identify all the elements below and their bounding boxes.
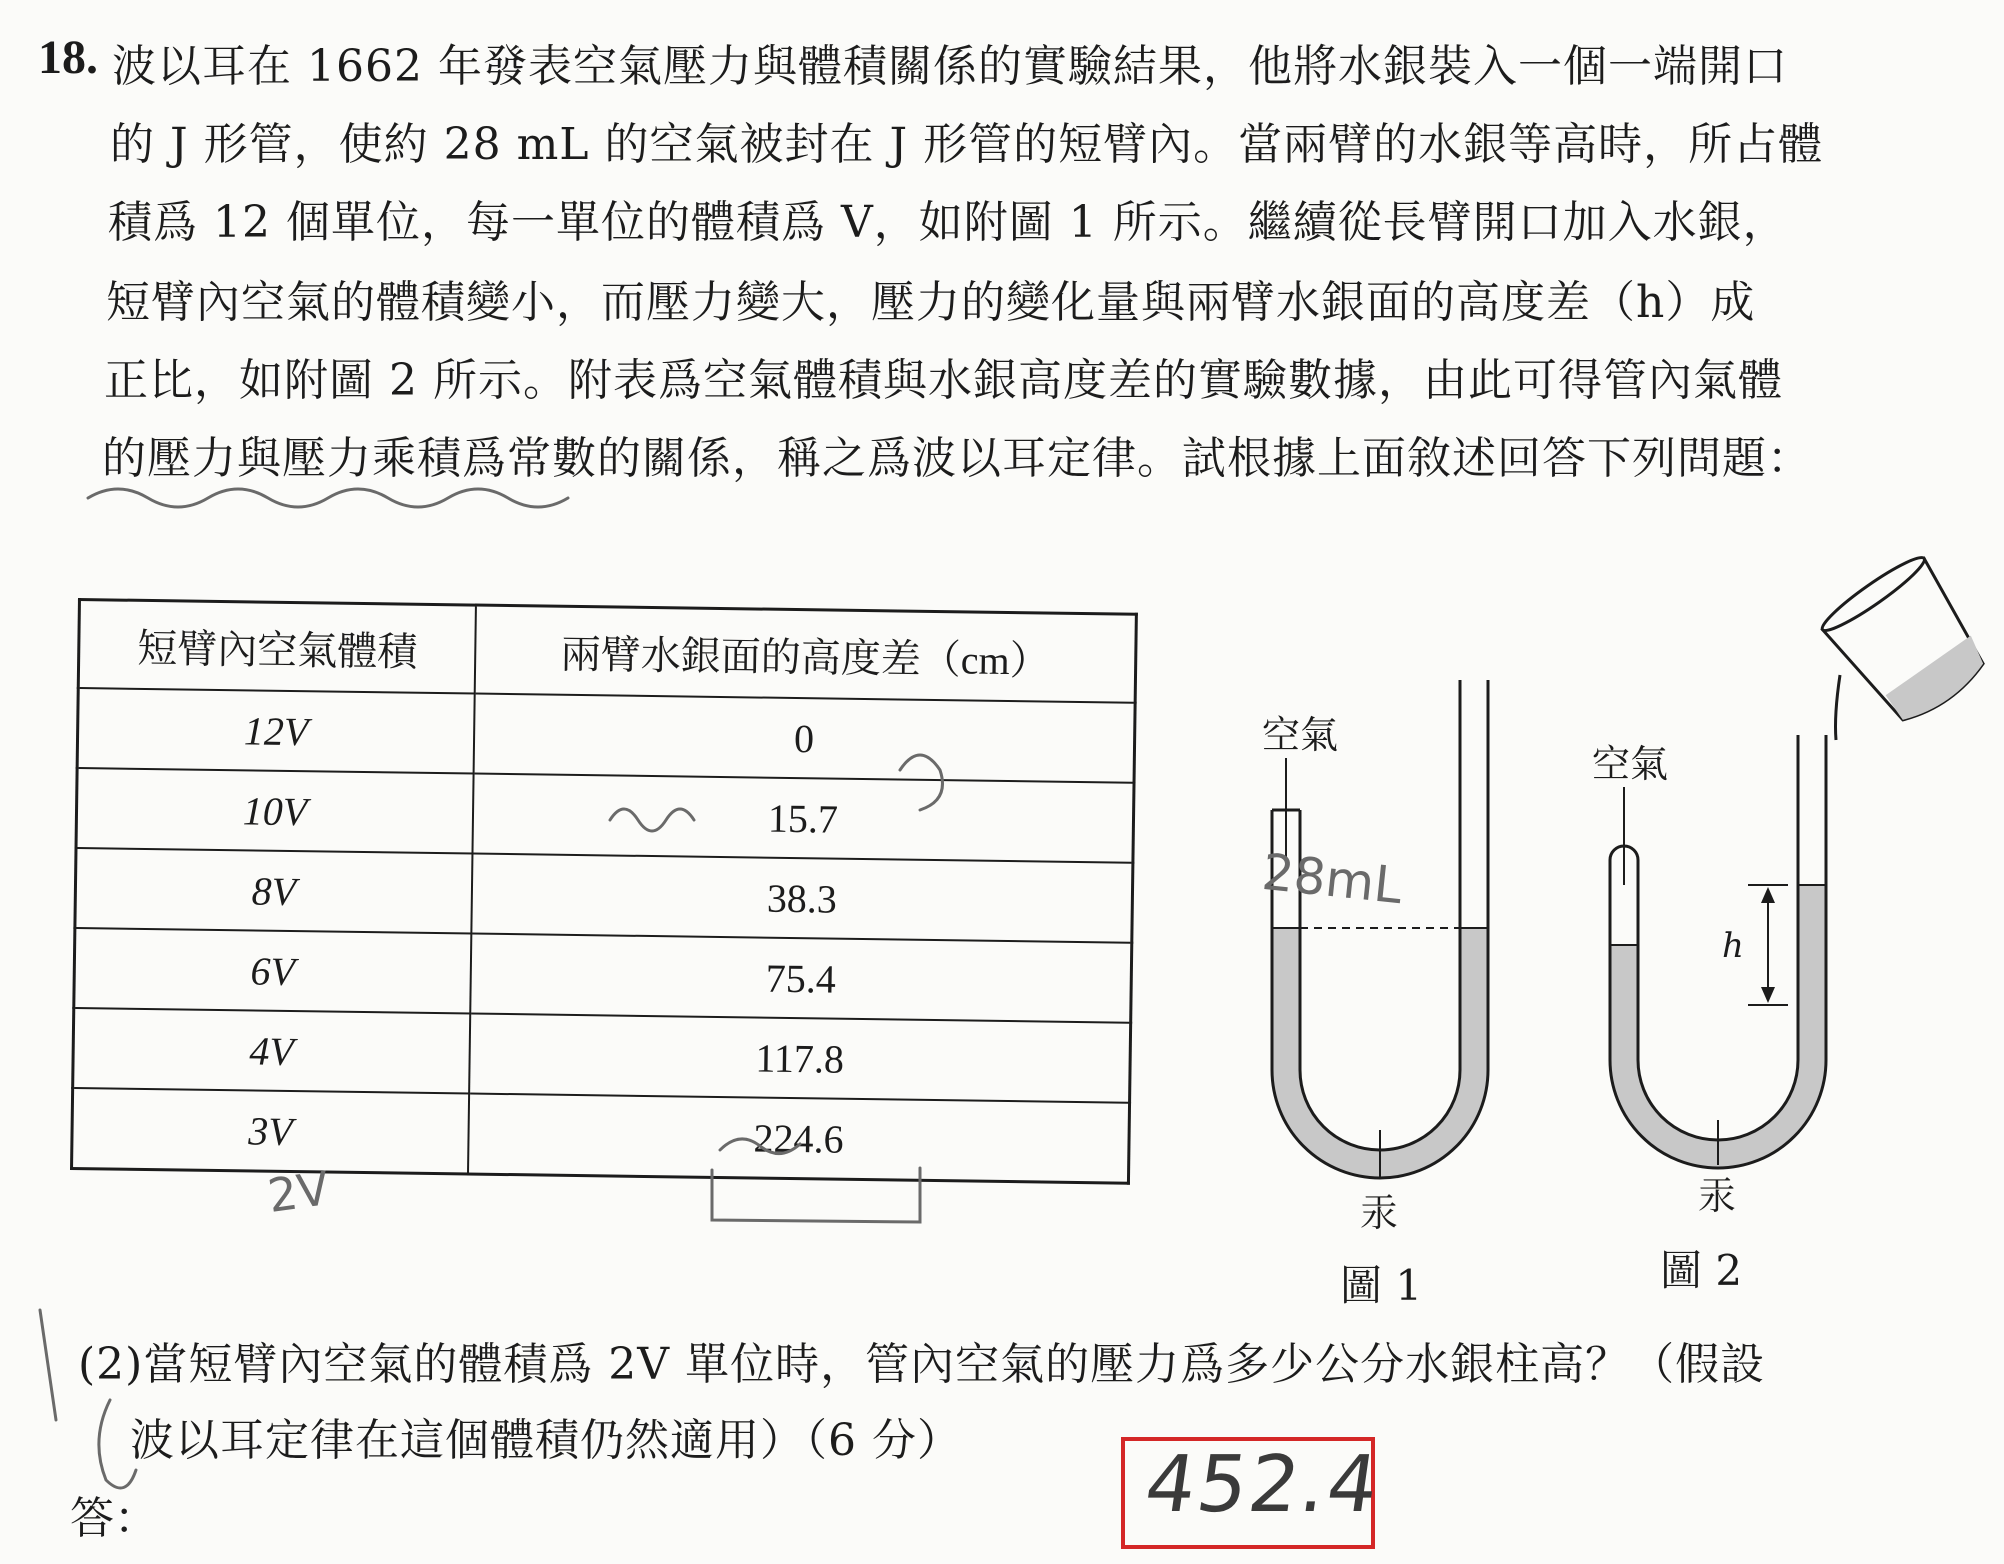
subquestion-line-1: (2)當短臂內空氣的體積爲 2V 單位時，管內空氣的壓力爲多少公分水銀柱高？（假設: [78, 1339, 1766, 1390]
table-row: [73, 1008, 1131, 1103]
question-line-3: 積爲 12 個單位，每一單位的體積爲 V，如附圖 1 所示。繼續從長臂開口加入水銀，: [108, 197, 1788, 248]
figure2-mercury-label: 汞: [1698, 1174, 1737, 1218]
cell-volume: 6V: [74, 928, 472, 1014]
figure1-air-label: 空氣: [1262, 713, 1339, 757]
cell-volume: 10V: [76, 768, 474, 854]
cell-volume: 12V: [77, 688, 475, 774]
question-line-6: 的壓力與壓力乘積爲常數的關係，稱之爲波以耳定律。試根據上面敘述回答下列問題：: [102, 433, 1812, 484]
figure2-caption: 圖 2: [1660, 1246, 1743, 1295]
table-row: [74, 928, 1132, 1023]
table-header-row: [78, 600, 1136, 703]
table-row: [77, 688, 1135, 783]
wavy-underline: [88, 489, 568, 507]
answer-label: 答：: [70, 1493, 158, 1544]
cell-volume: 4V: [73, 1008, 471, 1094]
table-row: [75, 848, 1133, 943]
question-line-2: 的 J 形管，使約 28 mL 的空氣被封在 J 形管的短臂內。當兩臂的水銀等高時，所占體: [110, 119, 1824, 170]
figure1-mercury-label: 汞: [1360, 1191, 1399, 1235]
pencil-note: 28mL: [1259, 842, 1405, 916]
cell-height-difference: 224.6: [468, 1094, 1130, 1184]
question-number: 18.: [38, 31, 98, 84]
beaker-icon: [1817, 555, 1992, 735]
handwritten-answer: 452.4: [1139, 1440, 1386, 1530]
volume-height-table: [70, 598, 1138, 1185]
table-row: [76, 768, 1134, 863]
j-tube-diagram-1: [1240, 660, 1540, 1320]
subquestion-line-2: 波以耳定律在這個體積仍然適用）（6 分）: [130, 1415, 962, 1466]
question-line-5: 正比，如附圖 2 所示。附表爲空氣體積與水銀高度差的實驗數據，由此可得管內氣體: [104, 355, 1783, 406]
figure2-height-label: h: [1722, 926, 1744, 966]
data-table-container: [70, 598, 1138, 1183]
cell-volume: 3V: [72, 1088, 470, 1174]
figure-2: [1572, 555, 1992, 1335]
pencil-margin-mark: [40, 1310, 56, 1420]
cell-height-difference: 38.3: [471, 854, 1133, 943]
question-line-1: 波以耳在 1662 年發表空氣壓力與體積關係的實驗結果，他將水銀裝入一個一端開口: [112, 41, 1788, 92]
cell-height-difference: 75.4: [470, 934, 1132, 1023]
figure1-caption: 圖 1: [1340, 1261, 1423, 1310]
figure-1: [1240, 660, 1540, 1320]
cell-height-difference: 117.8: [469, 1014, 1131, 1103]
header-height-difference: 兩臂水銀面的高度差（cm）: [475, 605, 1137, 703]
table-row: [72, 1088, 1130, 1183]
cell-height-difference: 15.7: [472, 774, 1134, 863]
question-line-4: 短臂內空氣的體積變小，而壓力變大，壓力的變化量與兩臂水銀面的高度差（h）成: [106, 277, 1756, 328]
cell-height-difference: 0: [474, 694, 1136, 783]
header-volume: 短臂內空氣體積: [78, 600, 476, 694]
figure2-air-label: 空氣: [1592, 742, 1669, 786]
pencil-note: 2V: [264, 1161, 333, 1223]
cell-volume: 8V: [75, 848, 473, 934]
j-tube-diagram-2: [1572, 555, 1992, 1335]
